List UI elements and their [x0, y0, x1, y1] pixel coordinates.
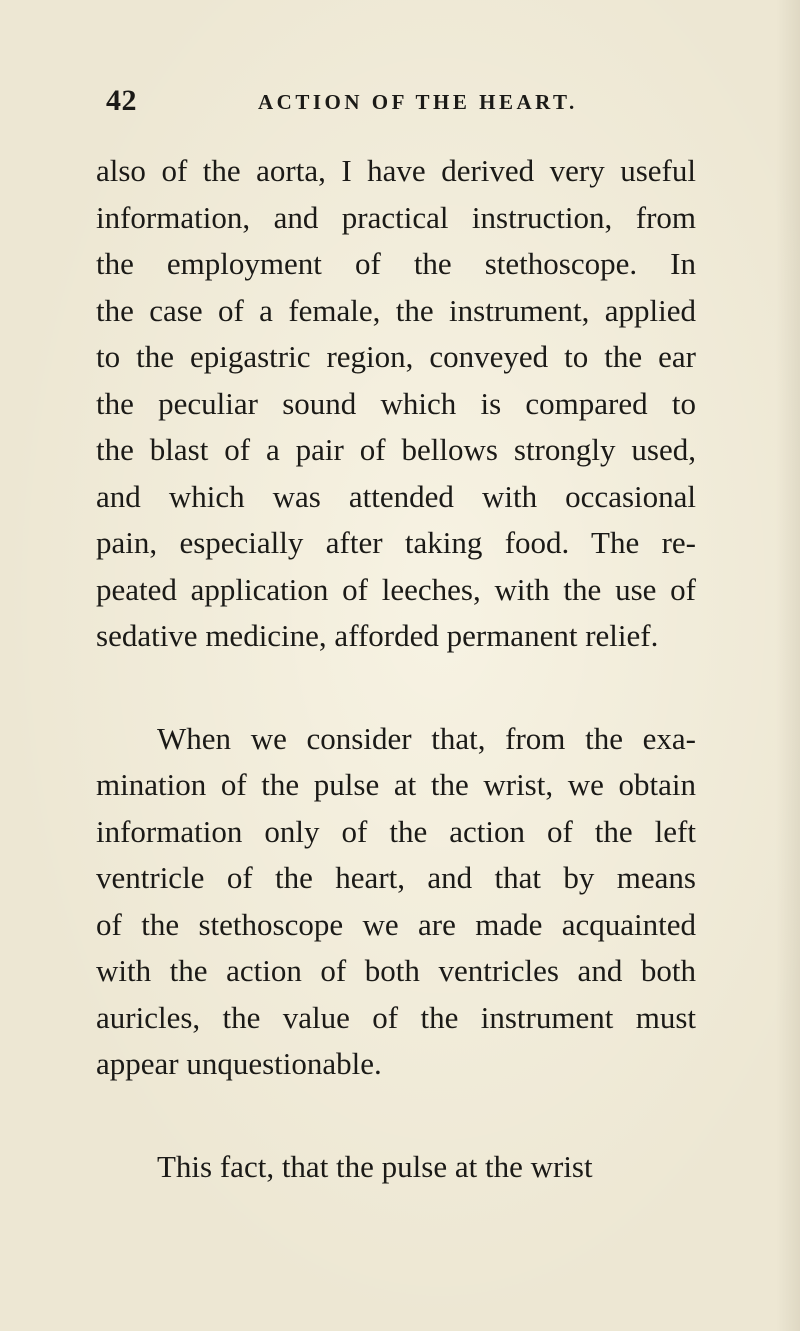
text-line: This fact, that the pulse at the wrist — [157, 1148, 593, 1184]
page-header — [106, 84, 666, 124]
paragraph-gap — [96, 1088, 696, 1144]
text-line: mination of the pulse at the wrist, we obtain — [96, 767, 696, 802]
running-head: ACTION OF THE HEART. — [258, 90, 578, 114]
text-line: with the action of both ventricles and both — [96, 953, 696, 988]
text-line: and which was attended with occasional — [96, 478, 696, 514]
body-text — [96, 148, 696, 1190]
text-line: ventricle of the heart, and that by means — [96, 860, 696, 895]
text-line: peated application of leeches, with the use of — [96, 571, 696, 607]
text-line: also of the aorta, I have derived very useful — [96, 153, 696, 188]
paragraph-gap — [96, 660, 696, 716]
paragraph-2 — [96, 716, 696, 1088]
text-line: the blast of a pair of bellows strongly used, — [96, 432, 696, 467]
text-line: of the stethoscope we are made acquainted — [96, 906, 696, 942]
page-edge-shadow — [776, 0, 800, 1331]
page-number: 42 — [106, 84, 137, 117]
text-line: the case of a female, the instrument, applied — [96, 292, 696, 328]
paragraph-3 — [96, 1144, 696, 1191]
paragraph-1 — [96, 148, 696, 660]
text-line: to the epigastric region, conveyed to the ear — [96, 339, 696, 374]
text-line: the employment of the stethoscope. In — [96, 246, 696, 281]
text-line: information only of the action of the left — [96, 813, 696, 849]
text-line: information, and practical instruction, from — [96, 199, 696, 235]
text-line: When we consider that, from the exa- — [157, 720, 696, 756]
text-line: appear unquestionable. — [96, 1046, 382, 1081]
text-line: auricles, the value of the instrument must — [96, 999, 696, 1035]
text-line: pain, especially after taking food. The re- — [96, 525, 696, 560]
text-line: sedative medicine, afforded permanent relief. — [96, 618, 659, 653]
text-line: the peculiar sound which is compared to — [96, 385, 696, 421]
